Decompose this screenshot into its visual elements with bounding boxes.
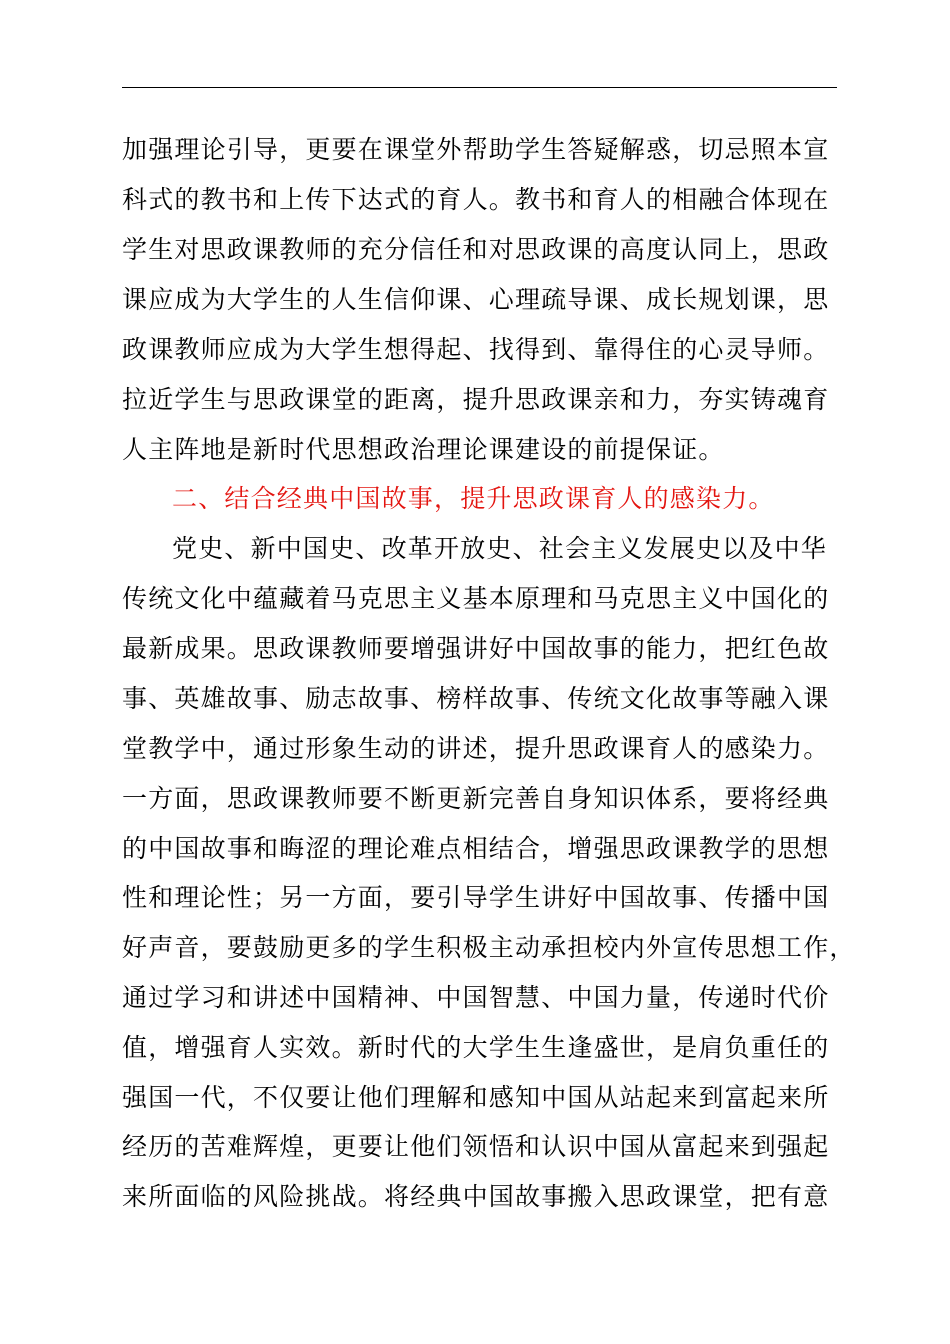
body-line-16: 性和理论性；另一方面，要引导学生讲好中国故事、传播中国 bbox=[122, 883, 830, 912]
section-heading: 二、结合经典中国故事，提升思政课育人的感染力。 bbox=[172, 484, 775, 513]
body-line-10: 传统文化中蕴藏着马克思主义基本原理和马克思主义中国化的 bbox=[122, 584, 830, 613]
body-line-21: 经历的苦难辉煌，更要让他们领悟和认识中国从富起来到强起 bbox=[122, 1132, 830, 1161]
body-line-9: 党史、新中国史、改革开放史、社会主义发展史以及中华 bbox=[172, 534, 828, 563]
body-line-13: 堂教学中，通过形象生动的讲述，提升思政课育人的感染力。 bbox=[122, 734, 830, 763]
body-line-15: 的中国故事和晦涩的理论难点相结合，增强思政课教学的思想 bbox=[122, 834, 830, 863]
body-line-2: 科式的教书和上传下达式的育人。教书和育人的相融合体现在 bbox=[122, 185, 830, 214]
body-line-3: 学生对思政课教师的充分信任和对思政课的高度认同上，思政 bbox=[122, 235, 830, 264]
body-line-20: 强国一代，不仅要让他们理解和感知中国从站起来到富起来所 bbox=[122, 1083, 830, 1112]
body-line-12: 事、英雄故事、励志故事、榜样故事、传统文化故事等融入课 bbox=[122, 684, 830, 713]
body-line-22: 来所面临的风险挑战。将经典中国故事搬入思政课堂，把有意 bbox=[122, 1182, 830, 1211]
body-line-1: 加强理论引导，更要在课堂外帮助学生答疑解惑，切忌照本宣 bbox=[122, 135, 830, 164]
body-line-6: 拉近学生与思政课堂的距离，提升思政课亲和力，夯实铸魂育 bbox=[122, 385, 830, 414]
body-line-14: 一方面，思政课教师要不断更新完善自身知识体系，要将经典 bbox=[122, 784, 830, 813]
body-line-19: 值，增强育人实效。新时代的大学生生逢盛世，是肩负重任的 bbox=[122, 1033, 830, 1062]
body-line-7: 人主阵地是新时代思想政治理论课建设的前提保证。 bbox=[122, 435, 725, 464]
body-line-5: 政课教师应成为大学生想得起、找得到、靠得住的心灵导师。 bbox=[122, 335, 830, 364]
body-line-17: 好声音，要鼓励更多的学生积极主动承担校内外宣传思想工作， bbox=[122, 933, 856, 962]
body-line-11: 最新成果。思政课教师要增强讲好中国故事的能力，把红色故 bbox=[122, 634, 830, 663]
body-line-18: 通过学习和讲述中国精神、中国智慧、中国力量，传递时代价 bbox=[122, 983, 830, 1012]
header-rule bbox=[122, 87, 837, 88]
body-line-4: 课应成为大学生的人生信仰课、心理疏导课、成长规划课，思 bbox=[122, 285, 830, 314]
